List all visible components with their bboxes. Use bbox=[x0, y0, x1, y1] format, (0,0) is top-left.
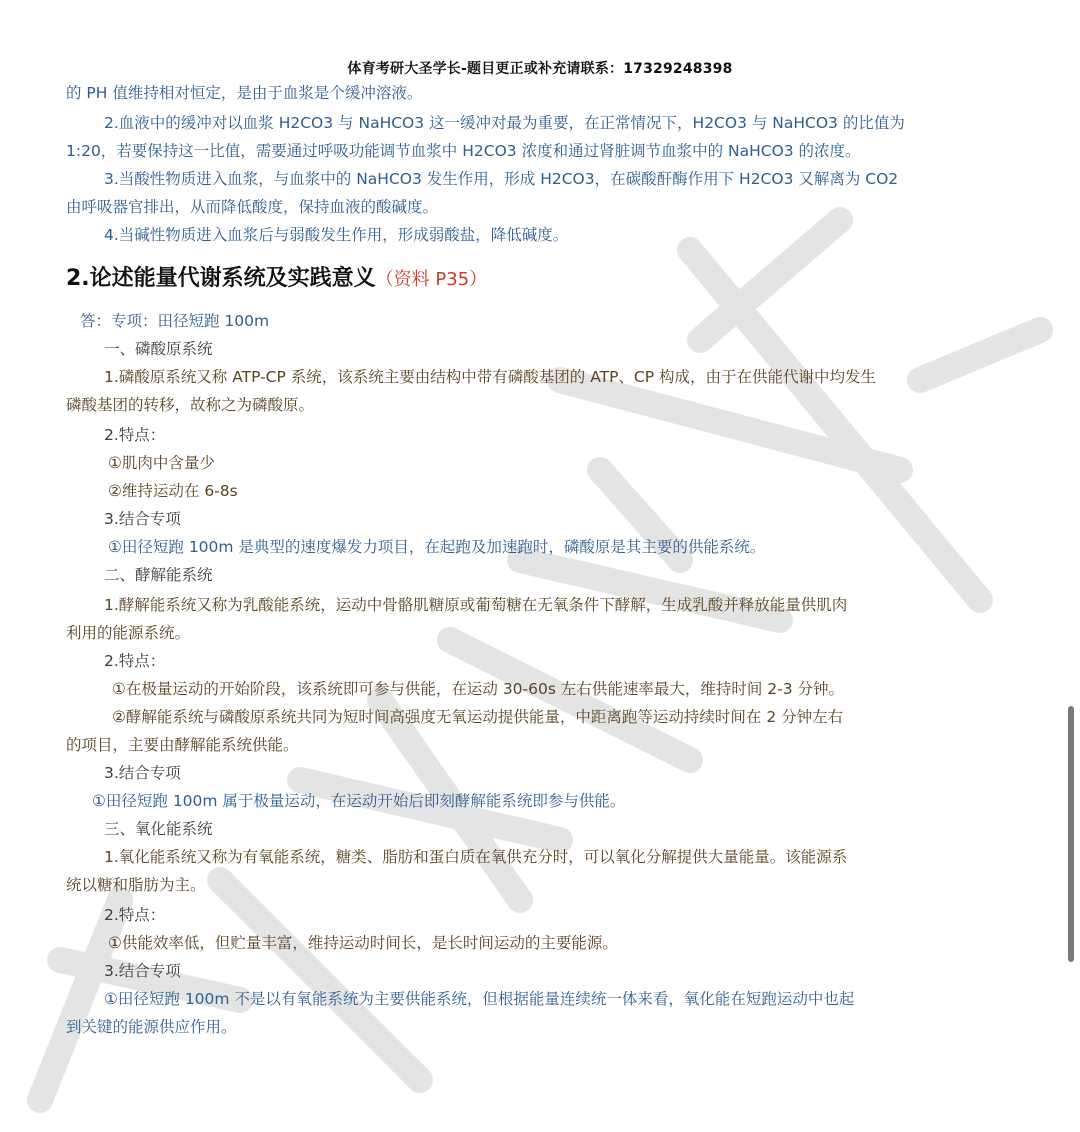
scrollbar-thumb[interactable] bbox=[1068, 706, 1074, 962]
text-line: 到关键的能源供应作用。 bbox=[66, 1018, 237, 1036]
text-line: 由呼吸器官排出，从而降低酸度，保持血液的酸碱度。 bbox=[66, 198, 439, 216]
text-line: ①田径短跑 100m 属于极量运动，在运动开始后即刻酵解能系统即参与供能。 bbox=[92, 792, 626, 810]
text-line: 的 PH 值维持相对恒定，是由于血浆是个缓冲溶液。 bbox=[66, 84, 423, 102]
text-line: ②酵解能系统与磷酸原系统共同为短时间高强度无氧运动提供能量，中距离跑等运动持续时间在 2 分钟左右 bbox=[112, 708, 844, 726]
text-line: 2.特点： bbox=[104, 652, 166, 670]
text-line: 的项目，主要由酵解能系统供能。 bbox=[66, 736, 299, 754]
text-line: ①供能效率低，但贮量丰富，维持运动时间长，是长时间运动的主要能源。 bbox=[108, 934, 618, 952]
section-title bbox=[66, 264, 1014, 295]
text-line: 1.酵解能系统又称为乳酸能系统，运动中骨骼肌糖原或葡萄糖在无氧条件下酵解，生成乳酸并释放能量供肌肉 bbox=[104, 596, 848, 614]
text-line: 1.磷酸原系统又称 ATP-CP 系统，该系统主要由结构中带有磷酸基团的 ATP、CP 构成，由于在供能代谢中均发生 bbox=[104, 368, 877, 386]
text-line: 2.血液中的缓冲对以血浆 H2CO3 与 NaHCO3 这一缓冲对最为重要，在正常情况下，H2CO3 与 NaHCO3 的比值为 bbox=[104, 114, 905, 132]
text-line: ①田径短跑 100m 不是以有氧能系统为主要供能系统，但根据能量连续统一体来看，氧化能在短跑运动中也起 bbox=[104, 990, 855, 1008]
subsection-heading: 二、酵解能系统 bbox=[104, 566, 213, 584]
text-line: ②维持运动在 6-8s bbox=[108, 482, 238, 500]
text-line: ①在极量运动的开始阶段，该系统即可参与供能，在运动 30-60s 左右供能速率最大，维持时间 2-3 分钟。 bbox=[112, 680, 845, 698]
text-line: 3.结合专项 bbox=[104, 764, 181, 782]
text-line: 1:20，若要保持这一比值，需要通过呼吸功能调节血浆中 H2CO3 浓度和通过肾脏调节血浆中的 NaHCO3 的浓度。 bbox=[66, 142, 861, 160]
section-reference: （资料 P35） bbox=[375, 269, 488, 290]
section-title-text: 2.论述能量代谢系统及实践意义 bbox=[66, 266, 376, 291]
text-line: 2.特点： bbox=[104, 426, 166, 444]
text-line: 3.当酸性物质进入血浆，与血浆中的 NaHCO3 发生作用，形成 H2CO3，在碳酸酐酶作用下 H2CO3 又解离为 CO2 bbox=[104, 170, 899, 188]
text-line: ①田径短跑 100m 是典型的速度爆发力项目，在起跑及加速跑时，磷酸原是其主要的供能系统。 bbox=[108, 538, 766, 556]
document-header: 体育考研大圣学长-题目更正或补充请联系：17329248398 bbox=[347, 61, 733, 77]
text-line: 利用的能源系统。 bbox=[66, 624, 191, 642]
text-line: 磷酸基团的转移，故称之为磷酸原。 bbox=[66, 396, 315, 414]
text-line: 4.当碱性物质进入血浆后与弱酸发生作用，形成弱酸盐，降低碱度。 bbox=[104, 226, 569, 244]
text-line: 3.结合专项 bbox=[104, 510, 181, 528]
text-line: ①肌肉中含量少 bbox=[108, 454, 215, 472]
text-line: 3.结合专项 bbox=[104, 962, 181, 980]
answer-topic: 答：专项：田径短跑 100m bbox=[80, 312, 270, 330]
text-line: 统以糖和脂肪为主。 bbox=[66, 876, 206, 894]
text-line: 1.氧化能系统又称为有氧能系统，糖类、脂肪和蛋白质在氧供充分时，可以氧化分解提供大量能量。该能源系 bbox=[104, 848, 848, 866]
subsection-heading: 一、磷酸原系统 bbox=[104, 340, 213, 358]
subsection-heading: 三、氧化能系统 bbox=[104, 820, 213, 838]
text-line: 2.特点： bbox=[104, 906, 166, 924]
